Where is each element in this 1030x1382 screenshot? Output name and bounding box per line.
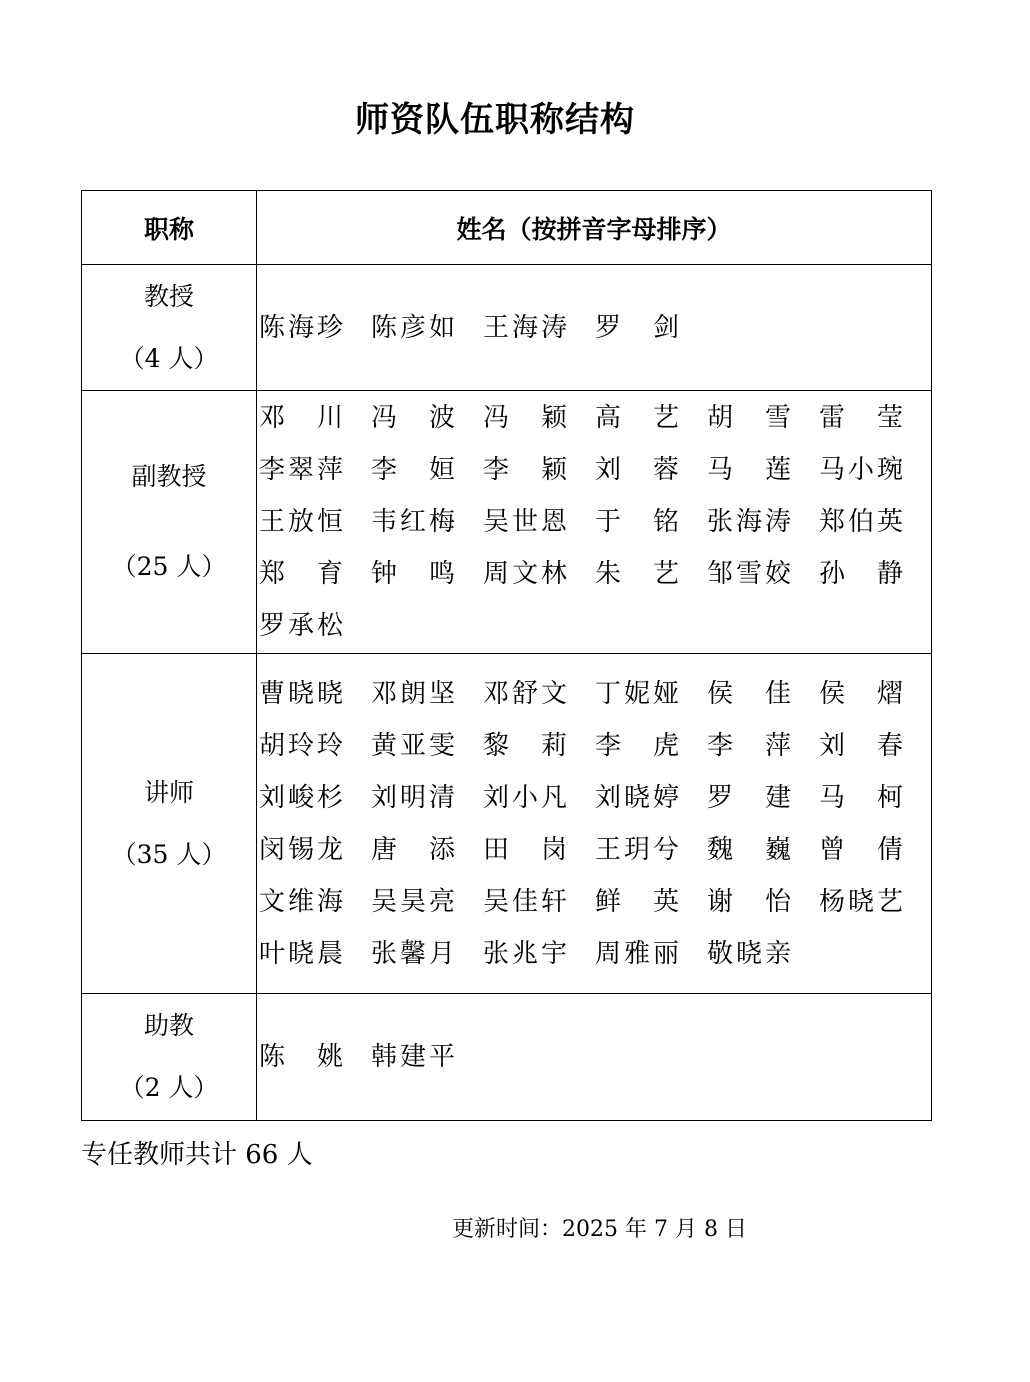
teacher-name: 胡 雪: [707, 403, 791, 433]
teacher-name: 闵锡龙: [259, 834, 343, 865]
teacher-name: 黎 莉: [483, 730, 567, 761]
teacher-name: 敬晓亲: [707, 938, 791, 969]
teacher-name: 马 莲: [707, 455, 791, 485]
names-cell: [257, 391, 932, 654]
teacher-name: 黄亚雯: [371, 730, 455, 761]
teacher-name: 张海涛: [707, 507, 791, 537]
teacher-name: 邓朗坚: [371, 678, 455, 709]
rank-count: （4 人）: [119, 343, 219, 373]
teacher-name: 马 柯: [819, 782, 903, 813]
teacher-name: 王玥兮: [595, 834, 679, 865]
update-time: 更新时间：2025 年 7 月 8 日: [452, 1217, 747, 1242]
names-cell: [257, 265, 932, 391]
teacher-name: 邓 川: [259, 403, 343, 433]
teacher-name: 罗 建: [707, 782, 791, 813]
teacher-name: 叶晓晨: [259, 938, 343, 969]
teacher-name: 陈海珍: [259, 312, 343, 343]
teacher-name: 丁妮娅: [595, 678, 679, 709]
rank-label: 助教: [143, 1011, 194, 1040]
names-grid: [257, 1031, 931, 1083]
teacher-name: 曾 倩: [819, 834, 903, 865]
teacher-name: 刘晓婷: [595, 782, 679, 813]
names-grid: [257, 668, 931, 980]
teacher-name: 朱 艺: [595, 559, 679, 589]
faculty-title-table: [81, 190, 932, 1121]
teacher-name: 李 虎: [595, 730, 679, 761]
teacher-name: 魏 巍: [707, 834, 791, 865]
teacher-name: 钟 鸣: [371, 559, 455, 589]
teacher-name: 陈 姚: [259, 1042, 343, 1072]
teacher-name: 李翠萍: [259, 455, 343, 485]
teacher-name: 罗承松: [259, 611, 343, 641]
table-row: [82, 994, 932, 1121]
teacher-name: 高 艺: [595, 403, 679, 433]
teacher-name: 张馨月: [371, 938, 455, 969]
teacher-name: 韩建平: [371, 1042, 455, 1072]
teacher-name: 周文林: [483, 559, 567, 589]
table-row: [82, 654, 932, 994]
teacher-name: 陈彦如: [371, 312, 455, 343]
teacher-name: 刘明清: [371, 782, 455, 813]
teacher-name: 刘 春: [819, 730, 903, 761]
teacher-name: 刘小凡: [483, 782, 567, 813]
teacher-name: 吴世恩: [483, 507, 567, 537]
names-cell: [257, 994, 932, 1121]
names-cell: [257, 654, 932, 994]
teacher-name: 李 颖: [483, 455, 567, 485]
teacher-name: 罗 剑: [595, 312, 679, 343]
header-rank: 职称: [82, 191, 257, 265]
teacher-name: 周雅丽: [595, 938, 679, 969]
teacher-name: 吴昊亮: [371, 886, 455, 917]
teacher-name: 唐 添: [371, 834, 455, 865]
teacher-name: 孙 静: [819, 559, 903, 589]
teacher-name: 刘 蓉: [595, 455, 679, 485]
total-count: 专任教师共计 66 人: [81, 1140, 313, 1170]
rank-label: 教授: [143, 281, 194, 311]
teacher-name: 马小琬: [819, 455, 903, 485]
page-title: 师资队伍职称结构: [355, 100, 635, 140]
teacher-name: 张兆宇: [483, 938, 567, 969]
teacher-name: 鲜 英: [595, 886, 679, 917]
teacher-name: 于 铭: [595, 507, 679, 537]
teacher-name: 谢 怡: [707, 886, 791, 917]
names-grid: [257, 392, 931, 652]
rank-count: （25 人）: [111, 552, 227, 581]
rank-cell: [82, 265, 257, 391]
rank-cell: [82, 391, 257, 654]
rank-label: 讲师: [143, 777, 194, 807]
table-header-row: [82, 191, 932, 265]
names-grid: [257, 302, 931, 354]
teacher-name: 冯 颖: [483, 403, 567, 433]
teacher-name: 王放恒: [259, 507, 343, 537]
teacher-name: 王海涛: [483, 312, 567, 343]
teacher-name: 杨晓艺: [819, 886, 903, 917]
teacher-name: 邹雪姣: [707, 559, 791, 589]
rank-cell: [82, 654, 257, 994]
teacher-name: 文维海: [259, 886, 343, 917]
teacher-name: 李 姮: [371, 455, 455, 485]
teacher-name: 雷 莹: [819, 403, 903, 433]
teacher-name: 邓舒文: [483, 678, 567, 709]
teacher-name: 冯 波: [371, 403, 455, 433]
teacher-name: 曹晓晓: [259, 678, 343, 709]
teacher-name: 刘峻杉: [259, 782, 343, 813]
teacher-name: 李 萍: [707, 730, 791, 761]
rank-cell: [82, 994, 257, 1121]
rank-count: （2 人）: [119, 1073, 219, 1102]
rank-label: 副教授: [131, 462, 207, 491]
teacher-name: 韦红梅: [371, 507, 455, 537]
rank-count: （35 人）: [111, 839, 227, 869]
teacher-name: 侯 佳: [707, 678, 791, 709]
teacher-name: 吴佳轩: [483, 886, 567, 917]
teacher-name: 胡玲玲: [259, 730, 343, 761]
teacher-name: 田 岗: [483, 834, 567, 865]
table-row: [82, 265, 932, 391]
table-row: [82, 391, 932, 654]
teacher-name: 郑伯英: [819, 507, 903, 537]
teacher-name: 侯 熠: [819, 678, 903, 709]
header-names: 姓名（按拼音字母排序）: [257, 191, 932, 265]
teacher-name: 郑 育: [259, 559, 343, 589]
